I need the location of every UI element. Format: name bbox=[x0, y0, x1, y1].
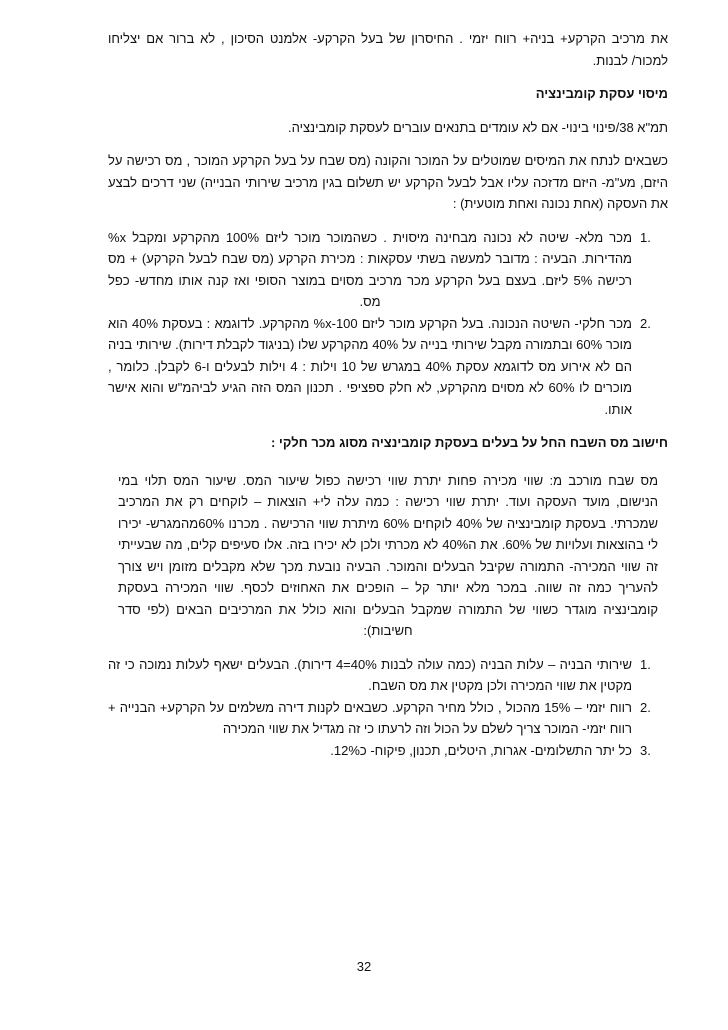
list-item-text: שירותי הבניה – עלות הבניה (כמה עולה לבנות 40%=4 דירות). הבעלים ישאף לעלות נמוכה כי זה מקטין את שווי המכירה ולכן מקטין את מס השבח. bbox=[108, 656, 632, 693]
list-item-text: רווח יזמי – 15% מהכול , כולל מחיר הקרקע. כשבאים לקנות דירה משלמים על הקרקע+ הבנייה + רווח יזמי- המוכר צריך לשלם על הכול וזה לרעתו כי זה מגדיל את שווי המכירה bbox=[108, 699, 632, 736]
list-item-number: 2. bbox=[640, 315, 651, 331]
list-item-number: 2. bbox=[640, 699, 651, 715]
list-item-text: מכר מלא- שיטה לא נכונה מבחינה מיסוית . כשהמוכר מוכר ליזם 100% מהקרקע ומקבל x% מהדירות. הבעיה : מדובר למעשה בשתי עסקאות : מכירת הקרקע (מס שבח לבעל הקרקע) + מס רכישה 5% ליזם. בעצם בעל הקרקע מכר מרכיב מסוים במוצר הסופי ואז קנה אותו מחדש- כפל מס. bbox=[108, 229, 632, 309]
list-item bbox=[108, 697, 668, 740]
sale-methods-list bbox=[108, 227, 668, 421]
list-item-number: 3. bbox=[640, 742, 651, 758]
list-item bbox=[108, 740, 668, 762]
list-item bbox=[108, 313, 668, 421]
list-item-number: 1. bbox=[640, 656, 651, 672]
intro-paragraph: את מרכיב הקרקע+ בניה+ רווח יזמי . החיסרון של בעל הקרקע- אלמנט הסיכון , לא ברור אם יצליחו למכור/ לבנות. bbox=[108, 31, 668, 68]
betterment-tax-paragraph: מס שבח מורכב מ: שווי מכירה פחות יתרת שווי רכישה כפול שיעור המס. שיעור המס תלוי במי הנישום, מועד העסקה ועוד. יתרת שווי רכישה : כמה עלה לי+ הוצאות – לוקחים רק את המרכיב שמכרתי. בעסקת קומבינציה של 40% לוקחים 60% מיתרת שווי הרכישה . מכרנו 60%מהמגרש- יכירו לי בהוצאות ועלויות של 60%. את ה40% לא מכרתי ולכן לא יכירו בזה. אלו סעיפים קלים, מה שבעייתי זה שווי המכירה- התמורה שקיבל הבעלים והמוכר. הבעיה נובעת מכך שלא מקבלים מזומן ויש צורך להעריך כמה זה שווה. במכר מלא יותר קל – הופכים את האחוזים לכסף. שווי המכירה בעסקת קומבינציה מוגדר כשווי של התמורה שמקבל הבעלים והוא כולל את המרכיבים הבאים (לפי סדר חשיבות): bbox=[118, 472, 658, 638]
section-heading-combination-tax: מיסוי עסקת קומבינציה bbox=[535, 86, 668, 101]
list-item-text: כל יתר התשלומים- אגרות, היטלים, תכנון, פיקוח- כ12%. bbox=[330, 742, 632, 758]
sale-value-components-list bbox=[108, 654, 668, 762]
tax-analysis-paragraph: כשבאים לנתח את המיסים שמוטלים על המוכר והקונה (מס שבח על בעל הקרקע המוכר , מס רכישה על היזם, מע"מ- היזם מדזכה עליו אבל לבעל הקרקע יש תשלום בגין מרכיב שירותי הבנייה) שני דרכים לבצע את העסקה (אחת נכונה ואחת מוטעית) : bbox=[108, 153, 668, 211]
list-item-text: מכר חלקי- השיטה הנכונה. בעל הקרקע מוכר ליזם 100-x% מהקרקע. לדוגמא : בעסקת 40% הוא מוכר 60% ובתמורה מקבל שירותי בנייה על 40% מהקרקע שלו (בניגוד לקבלת דירות). שירותי בניה הם לא אירוע מס לדוגמא עסקת 40% במגרש של 10 וילות : 4 וילות לבעלים ו-6 לקבלן. כלומר , מוכרים לו 60% לא מסוים מהקרקע, לא חלק ספציפי . תכנון המס הזה הגיע לביהמ"ש והוא אישר אותו. bbox=[108, 315, 632, 417]
list-item-number: 1. bbox=[640, 229, 651, 245]
ruling-note: תמ"א 38/פינוי בינוי- אם לא עומדים בתנאים עוברים לעסקת קומבינציה. bbox=[288, 119, 668, 135]
document-page bbox=[108, 28, 668, 761]
list-item bbox=[108, 654, 668, 697]
section-heading-betterment-tax: חישוב מס השבח החל על בעלים בעסקת קומבינציה מסוג מכר חלקי : bbox=[270, 435, 668, 450]
page-number: 32 bbox=[356, 959, 372, 974]
list-item bbox=[108, 227, 668, 313]
